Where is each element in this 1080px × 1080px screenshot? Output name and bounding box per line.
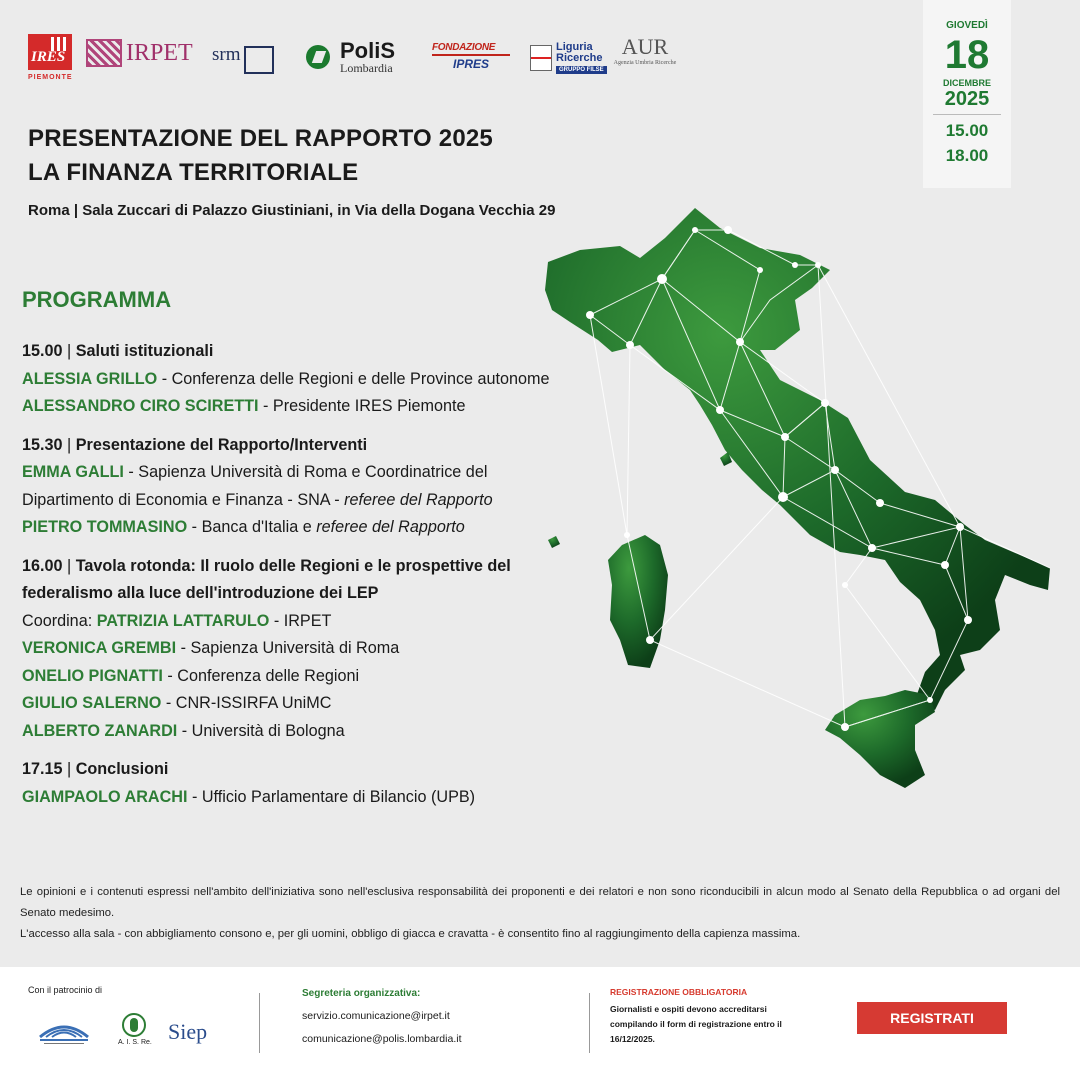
conferenza-regioni-logo [36,1017,92,1047]
speaker-name: PATRIZIA LATTARULO [96,611,270,630]
email-link-polis[interactable]: comunicazione@polis.lombardia.it [302,1033,462,1045]
aur-logo [610,36,680,86]
footer [0,967,1080,1080]
speaker [22,784,567,812]
registration-text: Giornalisti e ospiti devono accreditarsi compilando il form di registrazione entro il 16/12/2025. [610,1004,782,1044]
date-year: 2025 [944,88,990,110]
date-box [923,0,1011,188]
ipres-text: IPRES [452,57,489,71]
time-start: 15.00 [945,121,989,140]
speaker [22,663,567,691]
session-label: Tavola rotonda: Il ruolo delle Regioni e le prospettive del federalismo alla luce dell'introduzione dei LEP [22,556,511,602]
liguria-ricerche-logo [530,42,607,74]
date-day: 18 [944,33,990,77]
ais-re-logo [122,1013,146,1037]
filse-tag: GRUPPO FILSE [556,66,607,74]
fondazione-text: FONDAZIONE [432,42,496,53]
speaker [22,366,567,394]
speaker-name: GIULIO SALERNO [22,694,162,712]
speaker-role: - Presidente IRES Piemonte [258,397,466,415]
date-month: DICEMBRE [942,78,991,88]
speaker-name: VERONICA GREMBI [22,639,177,657]
register-button[interactable]: REGISTRATI [857,1002,1007,1034]
divider [259,993,260,1053]
speaker-role-italic: referee del Rapporto [344,490,493,509]
session-time: 16.00 [22,556,63,575]
partner-logos [28,34,728,84]
session-sep: | [62,556,76,575]
time-end: 18.00 [945,145,989,165]
speaker [22,690,567,718]
speaker-role: - IRPET [269,611,332,630]
speaker-role: - Sapienza Università di Roma [176,639,400,657]
speaker [22,718,567,746]
session-time: 15.00 [22,342,63,360]
disclaimer [20,882,1060,945]
speaker-name: ONELIO PIGNATTI [22,666,163,685]
irpet-logo [86,39,193,67]
coordinator-label: Coordina: [22,611,97,630]
event-title [28,122,493,190]
session-heading [22,432,567,460]
coordinator [22,608,567,636]
speaker-role: - Sapienza Università di Roma e Coordinatrice del Dipartimento di Economia e Finanza - SNA - [22,463,488,509]
divider [589,993,590,1053]
speaker-role: - CNR-ISSIRFA UniMC [161,694,332,712]
email-link-irpet[interactable]: servizio.comunicazione@irpet.it [302,1010,450,1022]
liguria-text: Liguria [556,41,593,53]
session-heading [22,553,567,608]
session-3 [22,553,567,746]
disclaimer-2: L'accesso alla sala - con abbigliamento consono e, per gli uomini, obbligo di giacca e cravatta - è consentito fino al raggiungimento della capienza massima. [20,928,801,940]
session-sep: | [62,760,76,778]
date-weekday: GIOVEDÌ [946,20,988,31]
speaker-role: - Università di Bologna [177,721,345,740]
session-heading [22,756,567,784]
polis-logo-text: PoliS [340,38,396,63]
ires-logo-text: IRES [31,49,66,65]
ires-logo-sub: PIEMONTE [28,74,73,81]
speaker-role: - Conferenza delle Regioni [162,666,360,685]
speaker-name: ALBERTO ZANARDI [22,721,178,740]
title-line-1: PRESENTAZIONE DEL RAPPORTO 2025 [28,125,493,152]
speaker [22,514,567,542]
speaker-role: - Conferenza delle Regioni e delle Province autonome [157,369,550,388]
fondazione-ipres-logo [432,42,510,76]
speaker [22,393,567,421]
speaker [22,635,567,663]
session-2 [22,432,567,542]
session-label: Conclusioni [75,760,169,778]
program-list [22,338,567,822]
ais-re-text: A. I. S. Re. [118,1039,152,1046]
speaker-role: - Banca d'Italia e [187,518,317,536]
title-line-2: LA FINANZA TERRITORIALE [28,159,359,186]
patron-logos [36,1011,236,1051]
session-sep: | [62,342,76,360]
patrocinio-label: Con il patrocinio di [28,985,103,995]
ricerche-text: Ricerche [556,52,603,64]
irpet-logo-text: IRPET [126,39,193,66]
speaker-name: ALESSANDRO CIRO SCIRETTI [22,397,259,415]
polis-logo-sub: Lombardia [340,61,393,75]
aur-sub-text: Agenzia Umbria Ricerche [613,60,677,66]
italy-map-illustration [540,190,1060,800]
ires-logo [28,34,73,81]
session-1 [22,338,567,421]
segreteria-heading: Segreteria organizzativa: [302,988,421,999]
session-4 [22,756,567,811]
session-heading [22,338,567,366]
speaker-name: GIAMPAOLO ARACHI [22,787,188,806]
disclaimer-1: Le opinioni e i contenuti espressi nell'ambito dell'iniziativa sono nell'esclusiva responsabilità dei proponenti e dei relatori e non sono riconducibili in alcun modo al Senato della Repubblica o ad organi del Senato medesimo. [20,886,1060,919]
speaker-name: EMMA GALLI [22,463,124,481]
session-time: 15.30 [22,435,63,454]
session-sep: | [62,435,76,454]
siep-logo: Siep [168,1019,208,1044]
speaker-role: - Ufficio Parlamentare di Bilancio (UPB) [187,787,476,806]
registration-heading: REGISTRAZIONE OBBLIGATORIA [610,987,748,997]
aur-mark: AUR [621,34,669,59]
polis-logo [306,40,395,74]
session-time: 17.15 [22,760,63,778]
speaker-role-italic: referee del Rapporto [316,518,465,536]
srm-logo [212,36,274,74]
speaker-name: PIETRO TOMMASINO [22,518,188,536]
venue-text: Roma | Sala Zuccari di Palazzo Giustiniani, in Via della Dogana Vecchia 29 [28,202,556,219]
speaker-name: ALESSIA GRILLO [22,369,158,388]
session-label: Saluti istituzionali [75,342,214,360]
programma-heading: PROGRAMMA [22,287,172,312]
session-label: Presentazione del Rapporto/Interventi [75,435,368,454]
srm-logo-text: srm [212,44,241,65]
speaker [22,459,567,514]
